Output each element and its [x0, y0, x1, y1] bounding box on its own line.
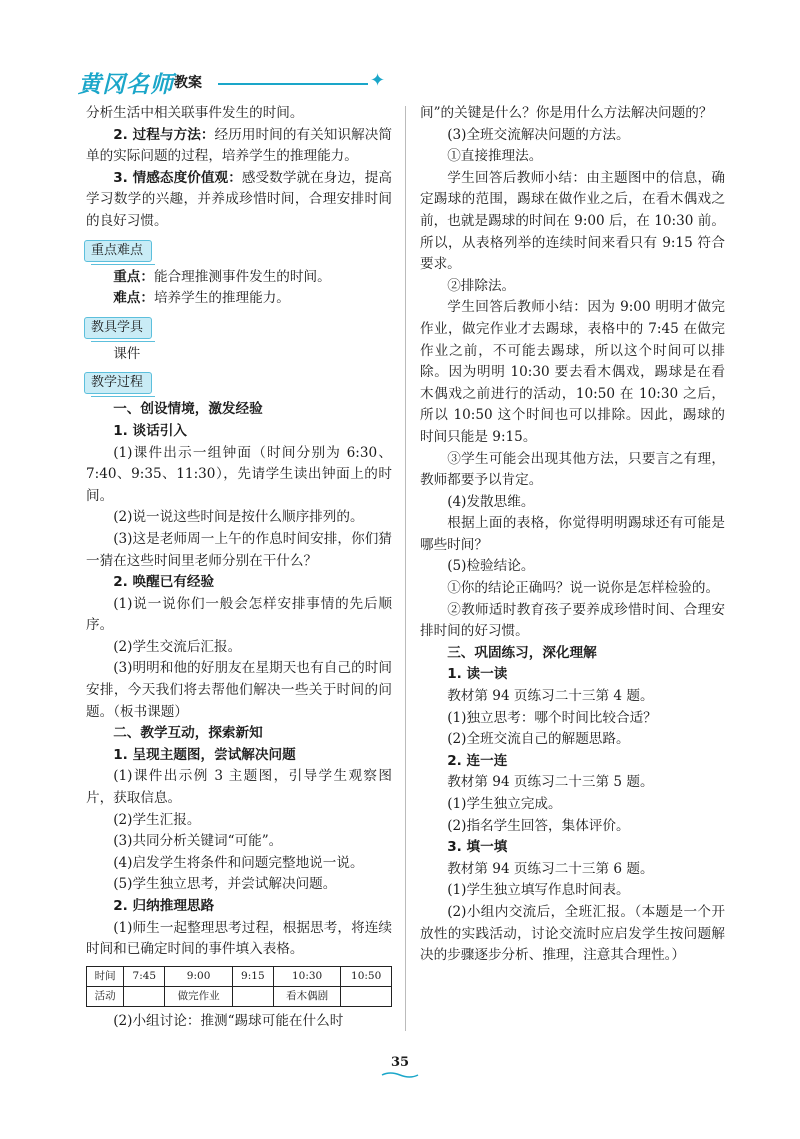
section-tag-tools: 教具学具 — [84, 317, 152, 339]
paragraph: 教材第 94 页练习二十三第 4 题。 — [447, 688, 654, 705]
section-tag-process: 教学过程 — [84, 372, 152, 394]
paragraph: ②排除法。 — [447, 277, 516, 294]
right-column — [420, 103, 725, 967]
paragraph — [86, 168, 392, 233]
paragraph — [86, 125, 392, 168]
paragraph: (1)课件出示例 3 主题图，引导学生观察图片，获取信息。 — [86, 768, 392, 807]
page-header — [78, 66, 386, 100]
sub-heading: 1. 谈话引入 — [113, 422, 187, 439]
paragraph: (5)学生独立思考，并尝试解决问题。 — [113, 876, 337, 893]
paragraph: (2)说一说这些时间是按什么顺序排列的。 — [113, 509, 364, 526]
table-cell: 9:15 — [232, 966, 273, 986]
paragraph: (2)小组讨论：推测“踢球可能在什么时 — [113, 1012, 344, 1029]
paragraph — [86, 267, 392, 289]
paragraph: (2)学生交流后汇报。 — [113, 638, 242, 655]
table-cell: 看木偶剧 — [273, 986, 340, 1006]
sub-heading: 1. 读一读 — [447, 666, 508, 683]
paragraph: 学生回答后教师小结：由主题图中的信息，确定踢球的范围，踢球在做作业之后，在看木偶戏之前，也就是踢球的时间在 9:00 后，在 10:30 前。所以，从表格列举的连续时间来看只有 9:15 符合要求。 — [420, 169, 725, 273]
paragraph: (3)明明和他的好朋友在星期天也有自己的时间安排，今天我们将去帮他们解决一些关于时间的问题。（板书课题） — [86, 660, 392, 720]
column-divider — [405, 106, 406, 1031]
section-tag-key-points: 重点难点 — [84, 240, 152, 262]
paragraph: (4)启发学生将条件和问题完整地说一说。 — [113, 854, 364, 871]
bold-label: 难点： — [113, 290, 154, 307]
paragraph: 间”的关键是什么？你是用什么方法解决问题的？ — [420, 105, 713, 121]
table-cell: 9:00 — [165, 966, 232, 986]
paragraph: (1)学生独立填写作息时间表。 — [447, 882, 630, 899]
paragraph: (3)全班交流解决问题的方法。 — [447, 126, 630, 143]
paragraph: 根据上面的表格，你觉得明明踢球还有可能是哪些时间？ — [420, 515, 725, 553]
left-column — [86, 103, 392, 1032]
table-cell — [232, 986, 273, 1006]
bold-label: 3. 情感态度价值观： — [113, 169, 242, 186]
table-cell: 10:50 — [341, 966, 392, 986]
table-cell: 活动 — [87, 986, 124, 1006]
paragraph: ①直接推理法。 — [447, 148, 543, 165]
table-row — [87, 986, 392, 1006]
section-heading: 二、教学互动，探索新知 — [113, 725, 263, 742]
paragraph: 教材第 94 页练习二十三第 6 题。 — [447, 860, 654, 877]
brand-subtitle: 教案 — [174, 75, 202, 91]
paragraph: 教材第 94 页练习二十三第 5 题。 — [447, 774, 654, 791]
paragraph — [86, 288, 392, 310]
bold-label: 重点： — [113, 268, 154, 285]
table-cell — [124, 986, 165, 1006]
sparkle-icon: ✦ — [370, 70, 386, 91]
paragraph-text: 经历用时间的有关知识解决简单的实际问题的过程，培养学生的推理能力。 — [86, 126, 393, 165]
paragraph-text: 能合理推测事件发生的时间。 — [153, 268, 331, 285]
paragraph: (1)课件出示一组钟面（时间分别为 6:30、7:40、9:35、11:30），先请学生读出钟面上的时间。 — [86, 444, 392, 504]
paragraph: (2)全班交流自己的解题思路。 — [447, 731, 630, 748]
paragraph: (2)小组内交流后，全班汇报。（本题是一个开放性的实践活动，讨论交流时应启发学生按问题解决的步骤逐步分析、推理，注意其合理性。） — [420, 903, 725, 964]
bold-label: 2. 过程与方法： — [113, 126, 215, 143]
table-cell: 做完作业 — [165, 986, 232, 1006]
paragraph: 课件 — [113, 345, 141, 362]
paragraph: (4)发散思维。 — [447, 493, 535, 510]
paragraph: (1)说一说你们一般会怎样安排事情的先后顺序。 — [86, 595, 392, 634]
paragraph-text: 培养学生的推理能力。 — [153, 290, 290, 307]
sub-heading: 2. 唤醒已有经验 — [113, 574, 215, 591]
paragraph: ②教师适时教育孩子要养成珍惜时间、合理安排时间的好习惯。 — [420, 601, 725, 640]
section-heading: 一、创设情境，激发经验 — [113, 401, 263, 418]
page-number-ornament — [380, 1071, 420, 1079]
paragraph: (3)这是老师周一上午的作息时间安排，你们猜一猜在这些时间里老师分别在干什么？ — [86, 530, 392, 569]
sub-heading: 3. 填一填 — [447, 839, 508, 856]
paragraph: ①你的结论正确吗？说一说你是怎样检验的。 — [447, 580, 720, 597]
table-cell: 时间 — [87, 966, 124, 986]
paragraph: (1)独立思考：哪个时间比较合适？ — [447, 709, 657, 726]
table-cell: 10:30 — [273, 966, 340, 986]
table-cell — [341, 986, 392, 1006]
paragraph: 学生回答后教师小结：因为 9:00 明明才做完作业，做完作业才去踢球，表格中的 7:45 在做完作业之前，不可能去踢球，所以这个时间可以排除。因为明明 10:30 要去看木偶戏，踢球是在看木偶戏之前进行的活动，10:50 在 10:30 之后，所以 10:50 这个时间也可以排除。因此，踢球的时间只能是 9:15。 — [420, 299, 725, 445]
paragraph: (1)学生独立完成。 — [447, 796, 562, 812]
sub-heading: 2. 归纳推理思路 — [113, 898, 215, 914]
paragraph: (2)学生汇报。 — [113, 811, 201, 828]
page-number: 35 — [390, 1055, 410, 1070]
section-heading: 三、巩固练习，深化理解 — [447, 644, 597, 661]
sub-heading: 1. 呈现主题图，尝试解决问题 — [113, 746, 296, 763]
paragraph: (5)检验结论。 — [447, 558, 535, 575]
header-rule — [218, 83, 368, 85]
paragraph: (2)指名学生回答，集体评价。 — [447, 817, 630, 834]
paragraph: (1)师生一起整理思考过程，根据思考，将连续时间和已确定时间的事件填入表格。 — [86, 919, 392, 958]
brand-logo: 黄冈名师 — [78, 72, 174, 98]
paragraph: ③学生可能会出现其他方法，只要言之有理，教师都要予以肯定。 — [420, 450, 725, 489]
paragraph: 分析生活中相关联事件发生的时间。 — [86, 105, 304, 121]
sub-heading: 2. 连一连 — [447, 752, 508, 769]
paragraph: (3)共同分析关键词“可能”。 — [113, 833, 283, 850]
paragraph-text: 感受数学就在身边，提高学习数学的兴趣，并养成珍惜时间，合理安排时间的良好习惯。 — [86, 169, 393, 229]
table-cell: 7:45 — [124, 966, 165, 986]
table-row — [87, 966, 392, 986]
schedule-table — [86, 966, 392, 1007]
